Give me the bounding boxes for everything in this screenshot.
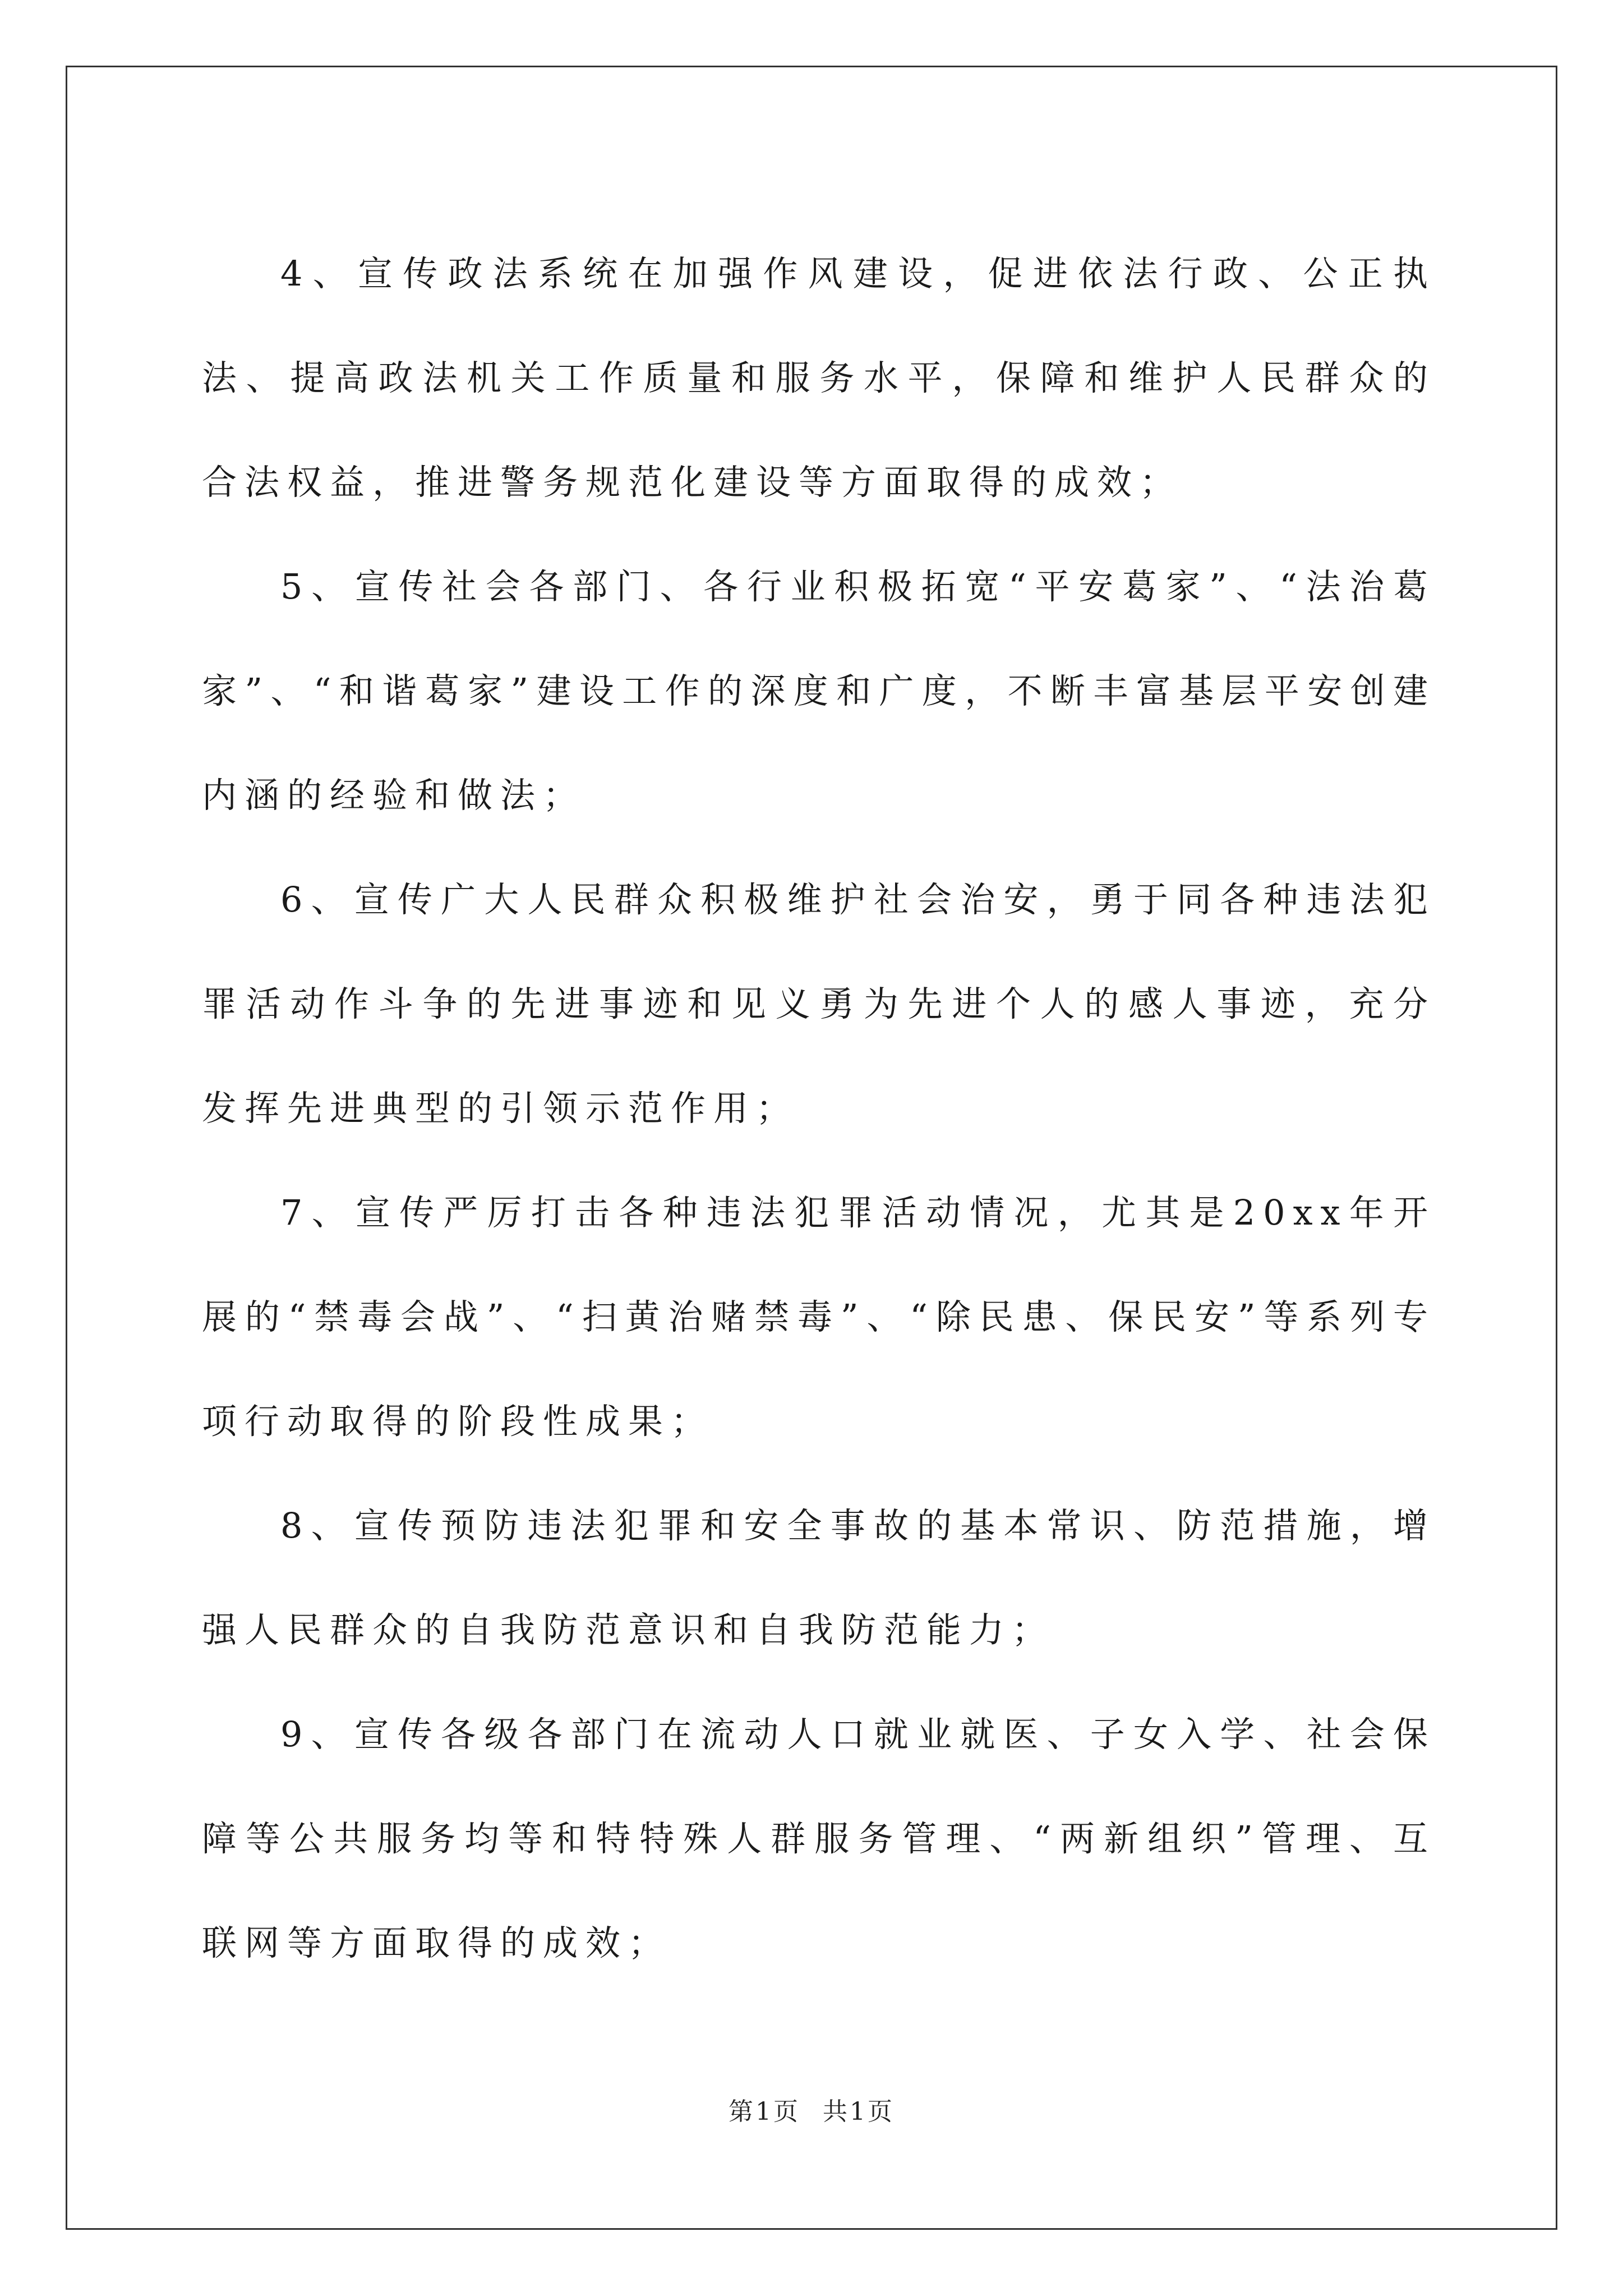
paragraph-item-5: 5、宣传社会各部门、各行业积极拓宽“平安葛家”、“法治葛家”、“和谐葛家”建设工作的深度和广度，不断丰富基层平安创建内涵的经验和做法； [202, 566, 1436, 816]
paragraph-item-7: 7、宣传严厉打击各种违法犯罪活动情况，尤其是20xx年开展的“禁毒会战”、“扫黄治赌禁毒”、“除民患、保民安”等系列专项行动取得的阶段性成果； [202, 1192, 1436, 1442]
page-number-total: 共1页 [823, 2097, 895, 2126]
paragraph-item-9: 9、宣传各级各部门在流动人口就业就医、子女入学、社会保障等公共服务均等和特特殊人群服务管理、“两新组织”管理、互联网等方面取得的成效； [202, 1714, 1436, 1963]
page-number-current: 第1页 [728, 2097, 800, 2126]
paragraph-item-4: 4、宣传政法系统在加强作风建设，促进依法行政、公正执法、提高政法机关工作质量和服务水平，保障和维护人民群众的合法权益，推进警务规范化建设等方面取得的成效； [202, 253, 1436, 503]
document-body [202, 222, 1436, 1995]
page-footer [0, 2091, 1623, 2127]
paragraph-item-8: 8、宣传预防违法犯罪和安全事故的基本常识、防范措施，增强人民群众的自我防范意识和自我防范能力； [202, 1505, 1436, 1650]
paragraph-item-6: 6、宣传广大人民群众积极维护社会治安，勇于同各种违法犯罪活动作斗争的先进事迹和见义勇为先进个人的感人事迹，充分发挥先进典型的引领示范作用； [202, 879, 1436, 1129]
